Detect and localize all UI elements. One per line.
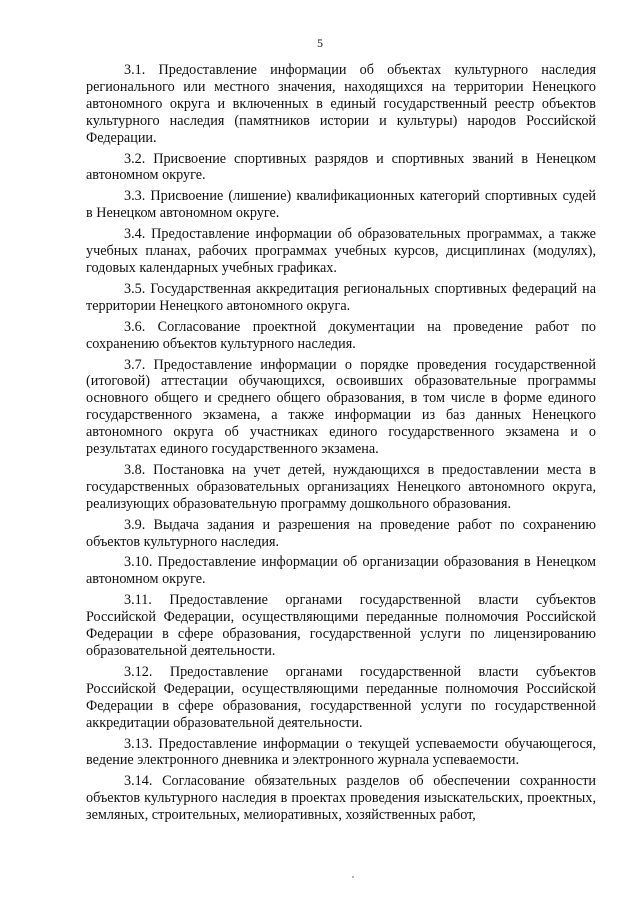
paragraph-3-11: 3.11. Предоставление органами государственной власти субъектов Российской Федерации, осуществляющими переданные полномочия Российской Федерации в сфере образования, государственной услуги по лицензированию образовательной деятельности. xyxy=(86,592,596,659)
paragraph-3-10: 3.10. Предоставление информации об организации образования в Ненецком автономном округе. xyxy=(86,554,596,588)
paragraph-3-9: 3.9. Выдача задания и разрешения на проведение работ по сохранению объектов культурного наследия. xyxy=(86,516,596,550)
document-body xyxy=(86,62,596,824)
paragraph-3-6: 3.6. Согласование проектной документации на проведение работ по сохранению объектов культурного наследия. xyxy=(86,318,596,352)
paragraph-3-7: 3.7. Предоставление информации о порядке проведения государственной (итоговой) аттестации обучающихся, освоивших образовательные программы основного общего и среднего общего образования, в том числе в форме единого государственного экзамена, а также информации из баз данных Ненецкого автономного округа об участниках единого государственного экзамена и о результатах единого государственного экзамена. xyxy=(86,356,596,458)
paragraph-3-14: 3.14. Согласование обязательных разделов об обеспечении сохранности объектов культурного наследия в проектах проведения изыскательских, проектных, земляных, строительных, мелиоративных, хозяйственных работ, xyxy=(86,773,596,824)
paragraph-3-3: 3.3. Присвоение (лишение) квалификационных категорий спортивных судей в Ненецком автономном округе. xyxy=(86,188,596,222)
paragraph-3-2: 3.2. Присвоение спортивных разрядов и спортивных званий в Ненецком автономном округе. xyxy=(86,150,596,184)
paragraph-3-1: 3.1. Предоставление информации об объектах культурного наследия регионального или местного значения, находящихся на территории Ненецкого автономного округа и включенных в единый государственный реестр объектов культурного наследия (памятников истории и культуры) народов Российской Федерации. xyxy=(86,62,596,146)
paragraph-3-8: 3.8. Постановка на учет детей, нуждающихся в предоставлении места в государственных образовательных организациях Ненецкого автономного округа, реализующих образовательную программу дошкольного образования. xyxy=(86,461,596,512)
paragraph-3-5: 3.5. Государственная аккредитация региональных спортивных федераций на территории Ненецкого автономного округа. xyxy=(86,280,596,314)
paragraph-3-12: 3.12. Предоставление органами государственной власти субъектов Российской Федерации, осуществляющими переданные полномочия Российской Федерации в сфере образования, государственной услуги по государственной аккредитации образовательной деятельности. xyxy=(86,663,596,731)
page-number: 5 xyxy=(317,36,323,50)
paragraph-3-13: 3.13. Предоставление информации о текущей успеваемости обучающегося, ведение электронного дневника и электронного журнала успеваемости. xyxy=(86,735,596,769)
scan-speck xyxy=(352,876,354,878)
paragraph-3-4: 3.4. Предоставление информации об образовательных программах, а также учебных планах, рабочих программах учебных курсов, дисциплинах (модулях), годовых календарных учебных графиках. xyxy=(86,226,596,276)
